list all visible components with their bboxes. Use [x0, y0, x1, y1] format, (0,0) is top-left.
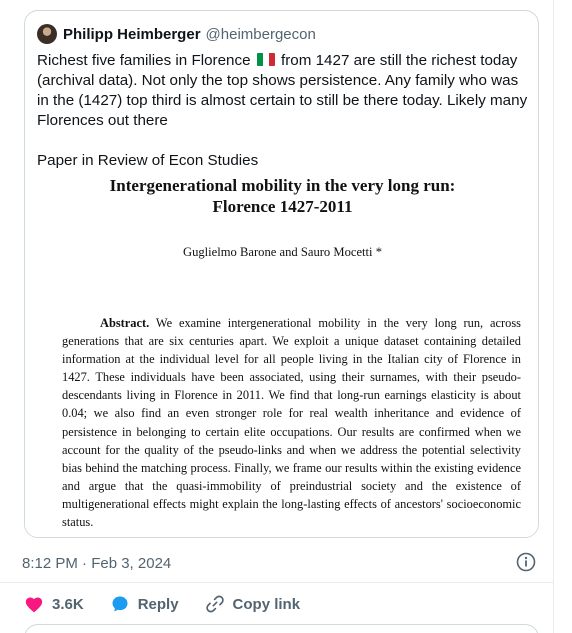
reply-bubble-icon [110, 594, 130, 614]
paper-title [25, 175, 539, 217]
link-icon [205, 594, 225, 614]
author-name[interactable]: Philipp Heimberger [63, 25, 201, 43]
abstract-label: Abstract. [100, 316, 150, 330]
paper-image[interactable] [25, 175, 539, 538]
info-icon[interactable] [516, 552, 536, 572]
quoted-tweet-text [37, 51, 532, 131]
tweet-timestamp[interactable]: 8:12 PM · Feb 3, 2024 [22, 555, 172, 572]
like-button[interactable] [24, 595, 84, 613]
tweet-actions [24, 593, 326, 615]
divider [0, 582, 554, 583]
paper-abstract [62, 314, 521, 538]
reply-label: Reply [137, 595, 179, 613]
paper-authors: Guglielmo Barone and Sauro Mocetti * [182, 245, 382, 259]
tweet-text-part1: Richest five families in Florence [37, 52, 251, 69]
quoted-tweet-header [37, 23, 316, 45]
reply-composer[interactable] [24, 624, 539, 633]
quoted-tweet-subtext: Paper in Review of Econ Studies [37, 152, 259, 169]
italy-flag-icon [257, 53, 275, 66]
abstract-text: We examine intergenerational mobility in the very long run, across generations that are six centuries apart. We exploit a unique dataset containing detailed information at the individual level for all people living in the Italian city of Florence in 1427. These individuals have been associated, using their surnames, with their pseudo-descendants living in Florence in 2011. We find that long-run earnings elasticity is about 0.04; we also find an even stronger role for real wealth inheritance and evidence of persistence in belonging to certain elite occupations. Our results are confirmed when we account for the quality of the pseudo-links and when we address the potential selectivity bias behind the matching process. Finally, we frame our results within the existing evidence and argue that the quasi-immobility of preindustrial society and the existence of multigenerational effects might explain the long-lasting effects of ancestors' socioeconomic status. [62, 316, 521, 530]
tweet-text-part2: from 1427 are still the richest today (archival data). Not only the top shows persistence. Any family who was in the (1427) top third is almost certain to still be there today. Likely many Florences out there [37, 52, 528, 129]
paper-title-line1: Intergenerational mobility in the very long run: [109, 176, 456, 195]
avatar[interactable] [37, 24, 57, 44]
copy-link-label: Copy link [232, 595, 301, 613]
quoted-tweet-card[interactable] [24, 10, 539, 538]
author-handle[interactable]: @heimbergecon [205, 25, 316, 43]
paper-title-line2: Florence 1427-2011 [212, 197, 353, 216]
copy-link-button[interactable] [205, 594, 301, 614]
reply-button[interactable] [110, 594, 179, 614]
like-count: 3.6K [52, 595, 84, 613]
heart-icon [24, 595, 44, 613]
